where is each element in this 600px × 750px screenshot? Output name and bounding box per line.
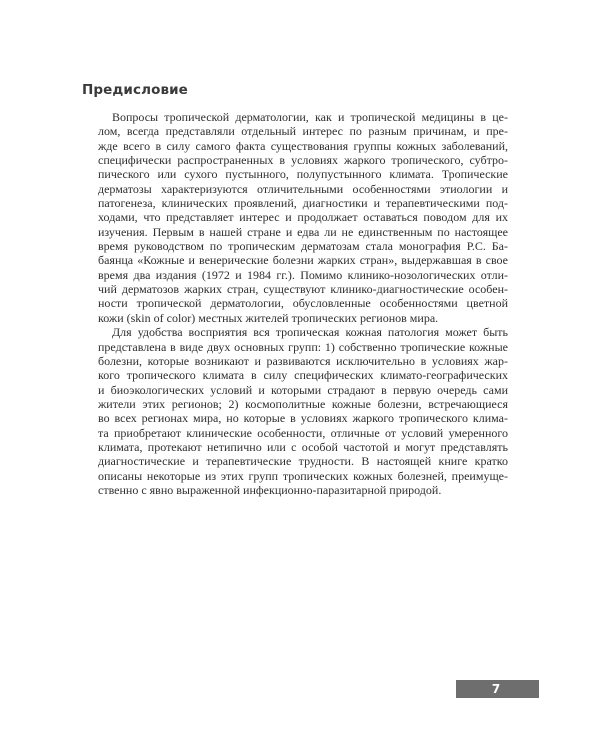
section-heading: Предисловие [82,82,188,98]
text-line: диагностические и терапевтические трудности. В настоящей книге кратко [98,454,508,469]
text-line: Для удобства восприятия вся тропическая кожная патология может быть [112,325,508,340]
text-line: описаны некоторые из этих групп тропических кожных болезней, преимуще- [98,468,508,483]
body-text [98,110,508,497]
text-line: специфически распространенных в условиях жаркого тропического, субтро- [98,153,508,168]
text-line: патогенеза, клинических проявлений, диагностики и терапевтическими под- [98,196,508,211]
text-line: время руководством по тропическим дерматозам стала монография Р.С. Ба- [98,239,508,254]
text-line: та приобретают клинические особенности, отличные от условий умеренного [98,425,508,440]
text-line: Вопросы тропической дерматологии, как и тропической медицины в це- [112,110,508,124]
text-line: и биоэкологических условий и которыми страдают в первую очередь сами [98,382,508,397]
text-line: ственно с явно выраженной инфекционно-паразитарной природой. [98,482,442,497]
text-line: жде всего в силу самого факта существования группы кожных заболеваний, [98,138,508,153]
text-line: ходами, что представляет интерес и продолжает оставаться поводом для их [98,210,508,225]
text-line: лом, всегда представляли отдельный интерес по разным причинам, и пре- [98,124,508,139]
text-line: пического или сухого пустынного, полупустынного климата. Тропические [98,167,508,182]
text-line: баянца «Кожные и венерические болезни жарких стран», выдержавшая в свое [98,253,508,268]
page-number: 7 [491,682,501,696]
text-line: кожи (skin of color) местных жителей тропических регионов мира. [98,310,439,325]
text-line: время два издания (1972 и 1984 гг.). Помимо клинико-нозологических отли- [98,267,508,282]
text-line: представлена в виде двух основных групп: 1) собственно тропические кожные [98,339,508,354]
text-line: чий дерматозов жарких стран, существуют клинико-диагностические особен- [98,282,508,297]
text-line: жители этих регионов; 2) космополитные кожные болезни, встречающиеся [98,396,508,411]
paragraph-1 [98,110,508,325]
paragraph-2 [98,325,508,497]
text-line: изучения. Первым в нашей стране и едва ли не единственным по настоящее [98,224,508,239]
text-line: дерматозы характеризуются отличительными особенностями этиологии и [98,181,508,196]
text-line: кого тропического климата в силу специфических климато-географических [98,368,508,383]
text-line: ности тропической дерматологии, обусловленные особенностями цветной [98,296,508,311]
text-line: климата, протекают нетипично или с особой частотой и могут представлять [98,439,508,454]
text-line: во всех регионах мира, но которые в условиях жаркого тропического клима- [98,411,508,426]
text-line: болезни, которые возникают и развиваются исключительно в условиях жар- [98,353,508,368]
